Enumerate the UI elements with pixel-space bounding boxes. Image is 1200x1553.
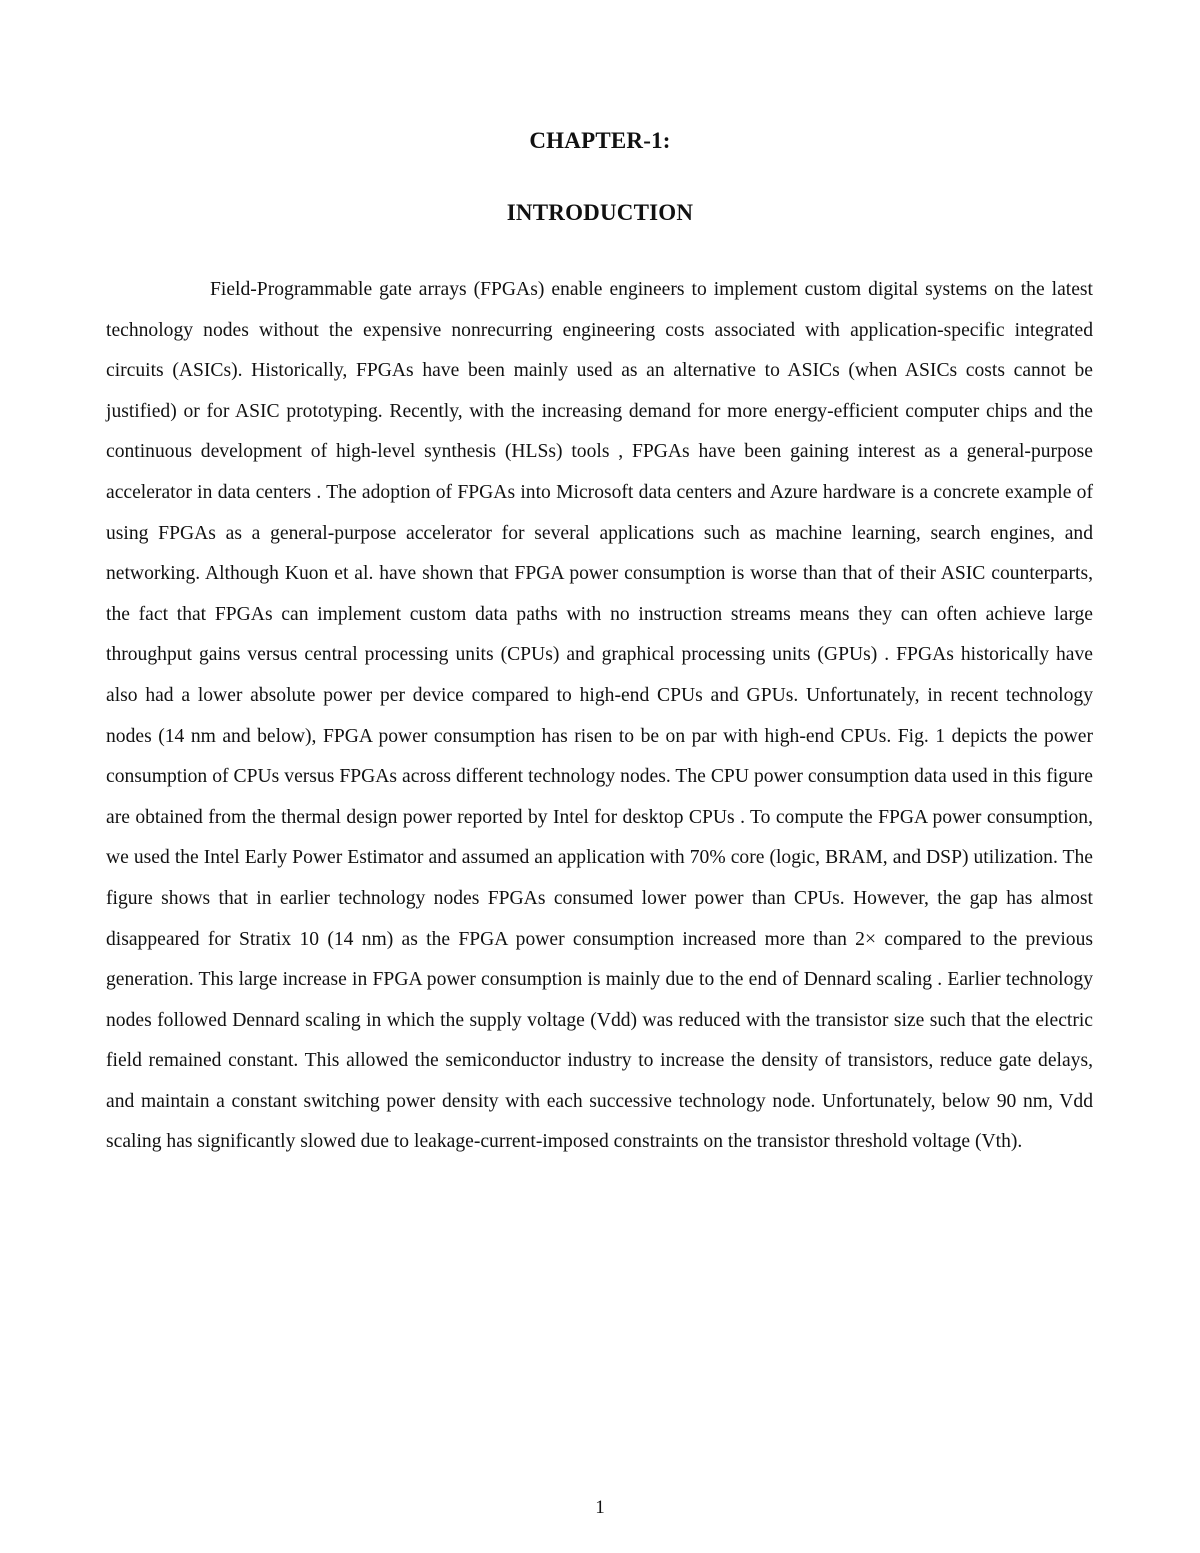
- chapter-title: INTRODUCTION: [506, 200, 694, 225]
- body-paragraph: Field-Programmable gate arrays (FPGAs) enable engineers to implement custom digital systems on the latest technology nodes without the expensive nonrecurring engineering costs associated with application-specific integrated circuits (ASICs). Historically, FPGAs have been mainly used as an alternative to ASICs (when ASICs costs cannot be justified) or for ASIC prototyping. Recently, with the increasing demand for more energy-efficient computer chips and the continuous development of high-level synthesis (HLSs) tools , FPGAs have been gaining interest as a general-purpose accelerator in data centers . The adoption of FPGAs into Microsoft data centers and Azure hardware is a concrete example of using FPGAs as a general-purpose accelerator for several applications such as machine learning, search engines, and networking. Although Kuon et al. have shown that FPGA power consumption is worse than that of their ASIC counterparts, the fact that FPGAs can implement custom data paths with no instruction streams means they can often achieve large throughput gains versus central processing units (CPUs) and graphical processing units (GPUs) . FPGAs historically have also had a lower absolute power per device compared to high-end CPUs and GPUs. Unfortunately, in recent technology nodes (14 nm and below), FPGA power consumption has risen to be on par with high-end CPUs. Fig. 1 depicts the power consumption of CPUs versus FPGAs across different technology nodes. The CPU power consumption data used in this figure are obtained from the thermal design power reported by Intel for desktop CPUs . To compute the FPGA power consumption, we used the Intel Early Power Estimator and assumed an application with 70% core (logic, BRAM, and DSP) utilization. The figure shows that in earlier technology nodes FPGAs consumed lower power than CPUs. However, the gap has almost disappeared for Stratix 10 (14 nm) as the FPGA power consumption increased more than 2× compared to the previous generation. This large increase in FPGA power consumption is mainly due to the end of Dennard scaling . Earlier technology nodes followed Dennard scaling in which the supply voltage (Vdd) was reduced with the transistor size such that the electric field remained constant. This allowed the semiconductor industry to increase the density of transistors, reduce gate delays, and maintain a constant switching power density with each successive technology node. Unfortunately, below 90 nm, Vdd scaling has significantly slowed due to leakage-current-imposed constraints on the transistor threshold voltage (Vth).: [106, 279, 1093, 1153]
- chapter-label: CHAPTER-1:: [529, 128, 671, 153]
- page-number: 1: [595, 1497, 605, 1518]
